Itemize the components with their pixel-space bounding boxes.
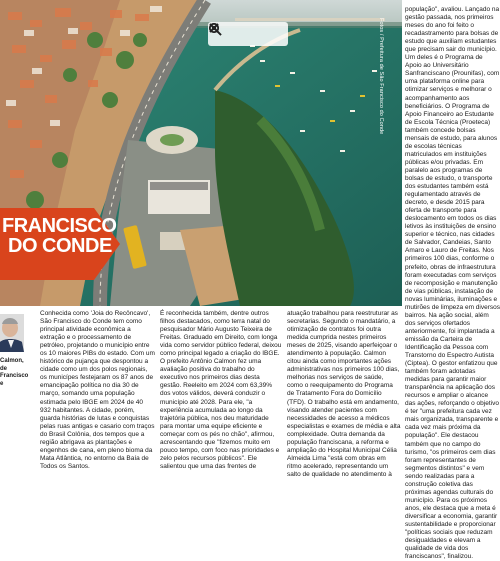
photo-credit: Fotos / Prefeitura de São Francisco do Conde — [378, 18, 384, 135]
article-column-3 — [287, 310, 401, 500]
author-photo — [0, 314, 24, 352]
author-line-2: de — [0, 365, 8, 372]
banner-line-1: FRANCISCO — [2, 215, 117, 237]
zoom-in-button[interactable] — [238, 24, 258, 44]
author-line-4: e — [0, 380, 4, 387]
article-text: É reconhecida também, dentre outros filhos destacados, como terra natal do pesquisador Mário Augusto Teixeira de Freitas. Graduado em Direito, com longa vida como servidor público federal, deixou como principal legado a criação do IBGE. O prefeito Antônio Calmon fez uma avaliação positiva do trabalho do executivo nos primeiros dias desta gestão. Reeleito em 2024 com 63,39% dos votos válidos, deverá conduzir o município até 2028. Para ele, "a experiência acumulada ao longo da trajetória pública, nos deu maturidade para montar uma equipe eficiente e começar com os pés no chão", afirmou, acrescentando que "fizemos muito em pouco tempo, com foco nas prioridades e zelo pelos recursos públicos". Ele salientou que uma das frentes de — [160, 310, 282, 470]
article-column-1 — [40, 310, 155, 500]
banner-line-2: DO CONDE — [8, 235, 112, 257]
close-button[interactable] — [265, 24, 285, 44]
close-icon — [208, 22, 220, 34]
aerial-photo — [0, 0, 402, 306]
article-column-2 — [160, 310, 282, 500]
article-text: população", avaliou. Lançado na gestão passada, nos primeiros meses do ano foi feito o recadastramento para bolsas de estudo que auxiliam estudantes que precisam sair do município. Um deles é o Programa de Apoio ao Universitário Sanfranciscano (Prounifas), com uma plataforma online para otimizar serviços e melhorar o acompanhamento aos beneficiários. O Programa de Apoio Financeiro ao Estudante de Escola Técnica (Proeteca) também concede bolsas mensais de estudo, para alunos de escolas técnicas matriculados em instituições públicas e/ou privadas. Em paralelo aos programas de bolsas de estudo, o transporte dos estudantes também está regulamentado através de decreto, e desde 2015 para oferta de transporte para deslocamento em todos os dias letivos às instituições de ensino superior e técnico, nas cidades de Salvador, Candeias, Santo Amaro e Lauro de Freitas. Nos primeiros 100 dias, conforme o prefeito, obras de infraestrutura foram executadas com serviços de recomposição e manutenção de vias públicas, instalação de novas luminárias, iluminações e mutirões de limpeza em diversos bairros. Na ação social, além dos serviços ofertados anteriormente, foi implantada a emissão da Carteira de Identificação da Pessoa com Transtorno do Espectro Autista (Ciptea). O gestor enfatizou que também foram adotadas medidas para garantir maior transparência na aplicação dos recursos e ampliar o alcance das ações, reforçando o objetivo é ter "uma prefeitura cada vez mais organizada, transparente e cada vez mais próxima da população". Ele destacou também que no campo do turismo, "os primeiros cem dias foram representantes de segmentos distintos" e vem sendo realizadas para a construção coletiva das próximas agendas culturais do município. Para os próximos anos, ele destaca que a meta é diversificar a economia, garantir sustentabilidade e proporcionar "políticas sociais que reduzam desigualdades e elevam a qualidade de vida dos franciscanos", finalizou. — [405, 6, 500, 561]
article-text: Conhecida como 'Joia do Recôncavo', São Francisco do Conde tem como principal atividade econômica a extração e o processamento de petróleo, projetando o município entre os 10 maiores PIBs do estado. Com um histórico de pujança que despontou a cidade como um dos polos regionais, os municípes festejaram os 87 anos de emancipação política no dia 30 de março, somando uma população estimada pelo IBGE em 2024 de 40 932 habitantes. A cidade, porém, guarda histórias de lutas e conquistas pelas ruas antigas e casario com traços do Brasil Colônia, dos tempos que a região abrigava as plantações e engenhos de cana, em pleno bioma da Mata Atlântica, no entorno da Baía de Todos os Santos. — [40, 310, 155, 470]
article-text: atuação trabalhou para reestruturar as secretarias. Segundo o mandatário, a otimização de contratos foi outra medida cumprida nestes primeiros meses de 2025, visando aperfeiçoar o atendimento à população. Calmon citou ainda como importantes ações administrativas nos primeiros 100 dias, melhorias nos serviços de saúde, como o reequipamento do Programa de Tratamento Fora do Domicílio (TFD). O trabalho está em andamento, visando atender pacientes com necessidades de acesso a médicos especialistas e exames de média e alta complexidade. Outra demanda da população franciscana, a reforma e ampliação do Hospital Municipal Célia Almeida Lima "está com obras em ritmo acelerado, representando um salto de qualidade no atendimento à — [287, 310, 401, 478]
image-viewer-toolbar — [208, 22, 288, 46]
article-column-right — [403, 0, 500, 561]
author-caption — [0, 358, 28, 388]
city-name-banner — [0, 198, 120, 290]
author-box — [0, 310, 38, 430]
author-line-1: Calmon, — [0, 358, 24, 364]
author-line-3: Francisco — [0, 373, 29, 380]
